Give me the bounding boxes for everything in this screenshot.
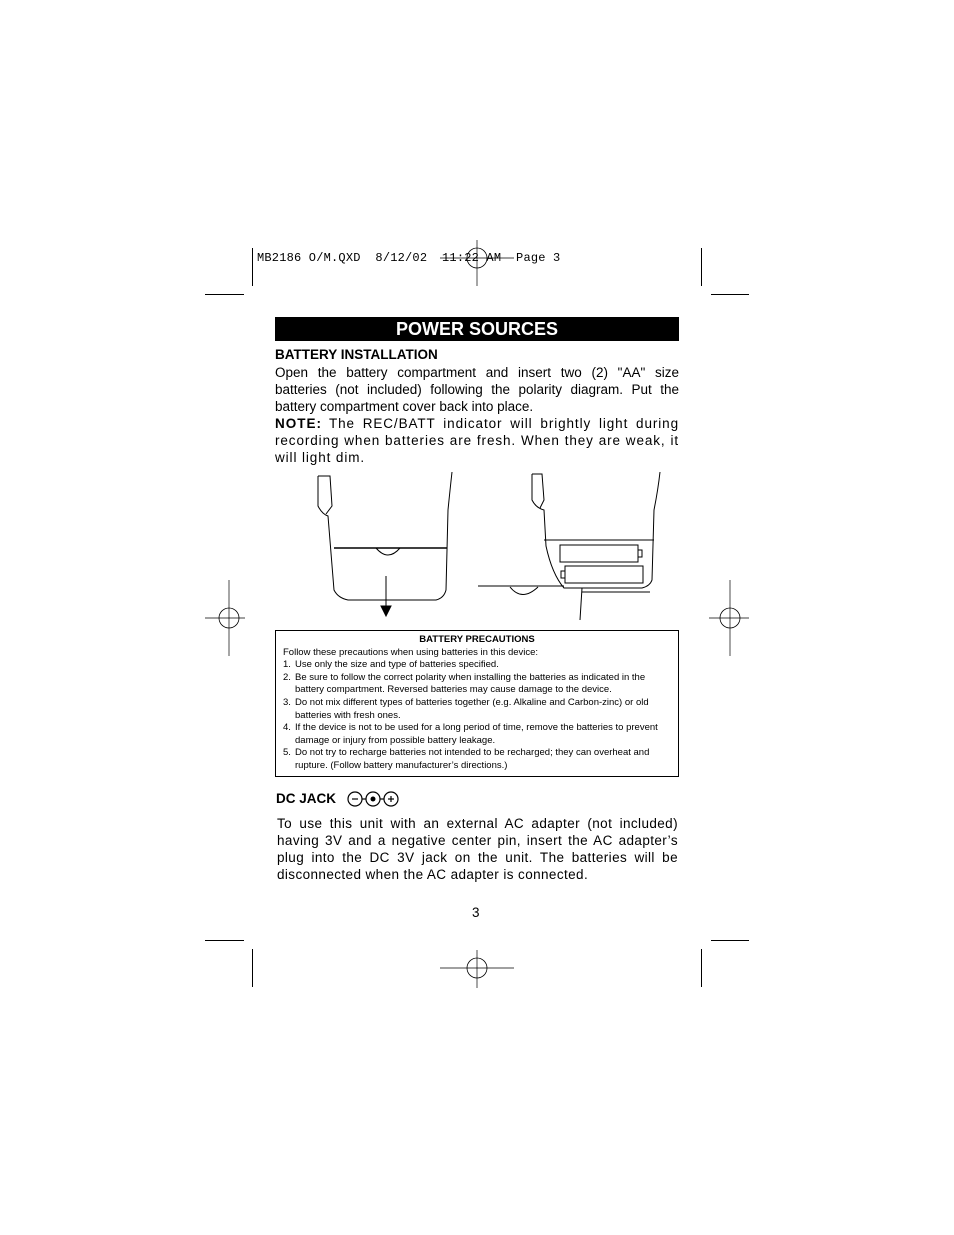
note-text: The REC/BATT indicator will brightly light during recording when batteries are fresh. When they are weak, it will light dim. bbox=[275, 416, 679, 465]
battery-installation-heading: BATTERY INSTALLATION bbox=[275, 347, 438, 362]
note-label: NOTE: bbox=[275, 416, 322, 431]
precautions-title: BATTERY PRECAUTIONS bbox=[419, 634, 535, 645]
device-right-outline-icon bbox=[532, 472, 660, 588]
list-item: 4. If the device is not to be used for a long period of time, remove the batteries to prevent damage or injury from possible battery leakage. bbox=[283, 722, 658, 746]
crop-mark-bottom-right-vertical bbox=[701, 949, 702, 987]
page-number: 3 bbox=[472, 905, 480, 920]
crop-mark-top-left-horizontal bbox=[205, 294, 244, 295]
registration-mark-bottom-icon bbox=[440, 950, 514, 988]
print-slug: MB2186 O/M.QXD 8/12/02 11:22 AM Page 3 bbox=[257, 251, 561, 265]
device-left-outline-icon bbox=[318, 472, 452, 600]
precautions-list bbox=[276, 659, 678, 772]
page-title: POWER SOURCES bbox=[275, 317, 679, 341]
dc-jack-heading: DC JACK bbox=[276, 791, 337, 806]
crop-mark-bottom-right-horizontal bbox=[711, 940, 749, 941]
crop-mark-bottom-left-vertical bbox=[252, 949, 253, 987]
dc-jack-paragraph: To use this unit with an external AC adapter (not included) having 3V and a negative center pin, insert the AC adapter’s plug into the DC 3V jack on the unit. The batteries will be disconnected when the AC adapter is connected. bbox=[277, 816, 678, 882]
crop-mark-top-left-vertical bbox=[252, 248, 253, 286]
arrow-down-icon bbox=[381, 606, 391, 616]
battery-top-icon bbox=[560, 545, 638, 562]
registration-mark-right-icon bbox=[709, 580, 749, 656]
list-item: 5. Do not try to recharge batteries not intended to be recharged; they can overheat and rupture. (Follow battery manufacturer’s directions.) bbox=[283, 747, 650, 771]
list-item: 2. Be sure to follow the correct polarity when installing the batteries as indicated in the battery compartment. Reversed batteries may cause damage to the device. bbox=[283, 671, 646, 696]
battery-installation-illustration bbox=[300, 470, 670, 620]
crop-mark-top-right-vertical bbox=[701, 248, 702, 286]
precautions-intro: Follow these precautions when using batteries in this device: bbox=[283, 646, 539, 658]
crop-mark-top-right-horizontal bbox=[711, 294, 749, 295]
crop-mark-bottom-left-horizontal bbox=[205, 940, 244, 941]
dc-polarity-icon bbox=[347, 790, 399, 808]
list-item: 3. Do not mix different types of batteries together (e.g. Alkaline and Carbon-zinc) or old batteries with fresh ones. bbox=[283, 696, 649, 721]
battery-installation-paragraph bbox=[275, 364, 679, 466]
list-item: 1. Use only the size and type of batteries specified. bbox=[283, 659, 499, 671]
battery-precautions-box bbox=[275, 630, 679, 777]
registration-mark-left-icon bbox=[205, 580, 245, 656]
battery-bottom-icon bbox=[565, 566, 643, 583]
battery-installation-text: Open the battery compartment and insert two (2) "AA" size batteries (not included) following the polarity diagram. Put the battery compartment cover back into place. bbox=[275, 365, 679, 414]
